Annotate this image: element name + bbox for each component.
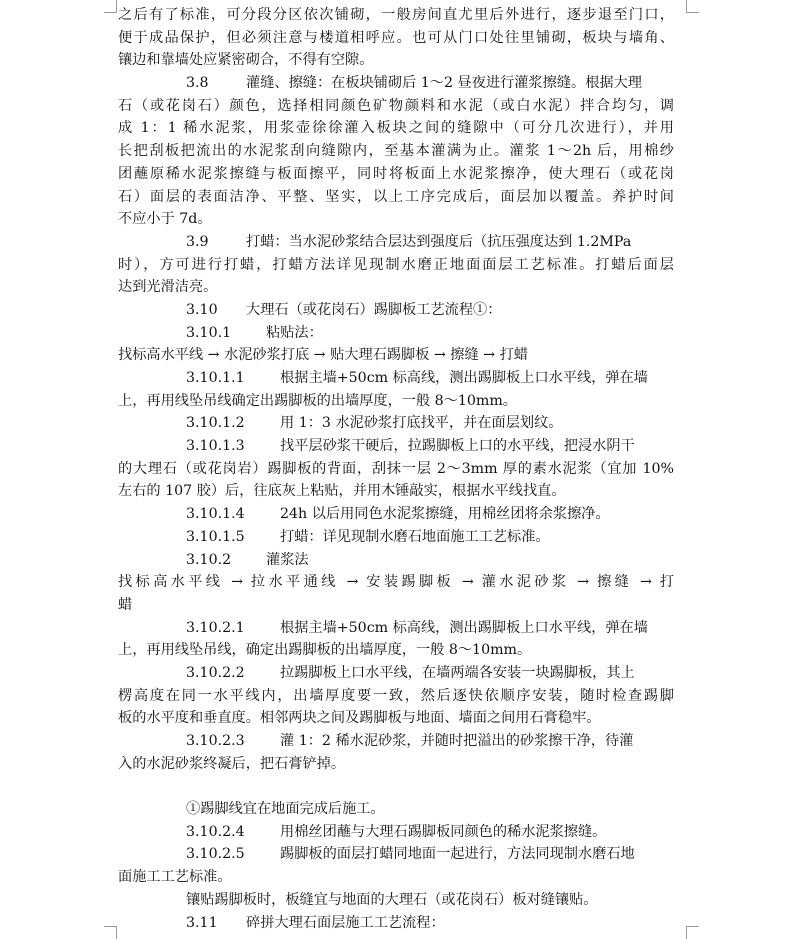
text-line: 石）面层的表面洁净、平整、坚实，以上工序完成后，面层加以覆盖。养护时间 [118,188,674,205]
text-line: 便于成品保护，但必须注意与楼道相呼应。也可从门口处往里铺砌，板块与墙角、 [118,29,674,46]
clause-text: 碎拼大理石面层施工工艺流程： [246,914,445,931]
clause-number: 3.10.2.5 [186,846,245,863]
text-line: 蜡 [118,596,133,613]
clause-number: 3.10.1 [186,324,232,341]
page-corner-mark-top-right [686,0,699,13]
clause-text: 打蜡：当水泥砂浆结合层达到强度后（抗压强度达到 1.2MPa [246,233,632,250]
text-line: 上，再用线坠吊线，确定出踢脚板的出墙厚度，一般 8～10mm。 [118,642,532,659]
numbered-clause-line [118,730,674,753]
text-line: 石（或花岗石）颜色，选择相同颜色矿物颜料和水泥（或白水泥）拌合均匀，调 [118,97,674,114]
blank-line [118,775,674,798]
numbered-clause-line [118,412,674,435]
clause-number: 3.10.1.3 [186,438,245,455]
clause-text: 找平层砂浆干硬后，拉踢脚板上口的水平线，把浸水阴干 [280,438,635,455]
clause-text: 24h 以后用同色水泥浆擦缝，用棉丝团将余浆擦净。 [280,506,610,523]
clause-number: 3.10.1.4 [186,506,245,523]
text-line: 不应小于 7d。 [118,211,212,228]
clause-number: 3.10.1.2 [186,415,245,432]
document-body [118,4,674,934]
text-line: 入的水泥砂浆终凝后，把石膏铲掉。 [118,755,346,772]
clause-text: 粘贴法： [266,324,323,341]
numbered-clause-line [118,662,674,685]
clause-text: 灌 1：2 稀水泥砂浆，并随时把溢出的砂浆擦干净，待灌 [280,733,634,749]
numbered-clause-line [118,367,674,390]
clause-text: 根据主墙+50cm 标高线，测出踢脚板上口水平线，弹在墙 [280,370,648,386]
numbered-clause-line [118,503,674,526]
indented-note-line: 镶贴踢脚板时，板缝宜与地面的大理石（或花岗石）板对缝镶贴。 [186,891,598,908]
clause-text: 踢脚板的面层打蜡同地面一起进行，方法同现制水磨石地 [280,846,635,863]
clause-text: 打蜡：详见现制水磨石地面施工工艺标准。 [280,528,550,545]
clause-number: 3.11 [186,914,218,931]
numbered-clause-line [118,526,674,549]
numbered-clause-line [118,843,674,866]
clause-text: 灌缝、擦缝：在板块铺砌后 1～2 昼夜进行灌浆擦缝。根据大理 [246,75,642,92]
indented-note-line: ①踢脚线宜在地面完成后施工。 [186,801,385,818]
clause-text: 用棉丝团蘸与大理石踢脚板同颜色的稀水泥浆擦缝。 [280,823,607,840]
clause-number: 3.9 [186,233,209,250]
numbered-clause-line [118,912,674,935]
text-line: 楞高度在同一水平线内，出墙厚度要一致，然后逐快依顺序安装，随时检查踢脚 [118,687,674,704]
text-line: 板的水平度和垂直度。相邻两块之间及踢脚板与地面、墙面之间用石膏稳牢。 [118,710,601,727]
text-line: 时），方可进行打蜡，打蜡方法详见现制水磨正地面面层工艺标准。打蜡后面层 [118,256,674,273]
text-line: 成 1：1 稀水泥浆，用浆壶徐徐灌入板块之间的缝隙中（可分几次进行），并用 [118,120,674,137]
text-line: 找标高水平线 → 水泥砂浆打底 → 贴大理石踢脚板 → 擦缝 → 打蜡 [118,347,528,364]
clause-text: 灌浆法 [266,551,309,568]
text-line: 之后有了标准，可分段分区依次铺砌，一般房间直尤里后外进行，逐步退至门口， [118,7,674,23]
text-line: 的大理石（或花岗岩）踢脚板的背面，刮抹一层 2～3mm 厚的素水泥浆（宜加 10% [118,460,674,477]
numbered-clause-line [118,231,674,254]
numbered-clause-line [118,322,674,345]
clause-text: 根据主墙+50cm 标高线，测出踢脚板上口水平线，弹在墙 [280,619,648,636]
page-corner-mark-bottom-right [686,926,699,939]
clause-number: 3.10.1.5 [186,528,245,545]
numbered-clause-line [118,821,674,844]
clause-number: 3.10.2.3 [186,733,245,749]
text-line: 团蘸原稀水泥浆擦缝与板面擦平，同时将板面上水泥浆擦净，使大理石（或花岗 [118,165,674,182]
numbered-clause-line [118,549,674,572]
text-line: 镶边和靠墙处应紧密砌合，不得有空隙。 [118,52,374,69]
clause-number: 3.10.2.2 [186,664,245,681]
clause-text: 拉踢脚板上口水平线，在墙两端各安装一块踢脚板，其上 [280,664,635,681]
text-line: 面施工工艺标准。 [118,869,232,886]
text-line: 长把刮板把流出的水泥浆刮向缝隙内，至基本灌满为止。灌浆 1～2h 后，用棉纱 [118,143,674,160]
clause-text: 用 1：3 水泥砂浆打底找平，并在面层划纹。 [280,415,563,432]
clause-text: 大理石（或花岗石）踢脚板工艺流程①： [246,301,502,318]
numbered-clause-line [118,435,674,458]
numbered-clause-line [118,72,674,95]
page-corner-mark-top-left [104,0,117,13]
clause-number: 3.10.2 [186,551,232,568]
text-line: 达到光滑洁亮。 [118,279,218,296]
numbered-clause-line [118,299,674,322]
clause-number: 3.10.2.4 [186,823,245,840]
clause-number: 3.10 [186,301,218,318]
text-line: 找标高水平线 → 拉水平通线 → 安装踢脚板 → 灌水泥砂浆 → 擦缝 → 打 [118,574,674,591]
text-line: 上，再用线坠吊线确定出踢脚板的出墙厚度，一般 8～10mm。 [118,392,517,409]
clause-number: 3.10.1.1 [186,370,245,386]
page-corner-mark-bottom-left [104,926,117,939]
clause-number: 3.8 [186,75,209,92]
text-line: 左右的 107 胶）后，往底灰上粘贴，并用木锤敲实，根据水平线找直。 [118,483,566,500]
numbered-clause-line [118,617,674,640]
clause-number: 3.10.2.1 [186,619,245,636]
